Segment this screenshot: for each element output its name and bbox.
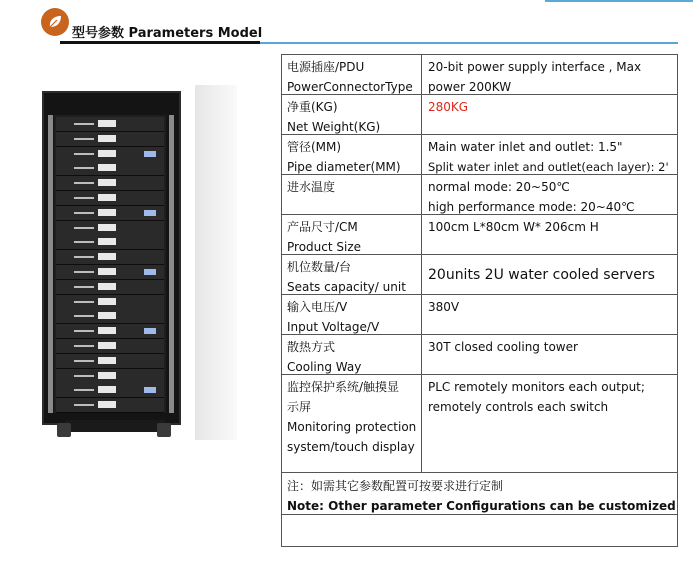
value-text: 30T closed cooling tower: [428, 340, 578, 354]
label-cn: 示屏: [287, 400, 312, 414]
server-unit: [56, 265, 164, 280]
page-title: 型号参数 Parameters Model: [72, 26, 263, 41]
value-text: normal mode: 20~50℃: [428, 180, 570, 194]
cabinet-foot: [57, 423, 71, 437]
server-unit: [56, 339, 164, 354]
label-en: Seats capacity/ unit: [287, 280, 406, 294]
value-text: high performance mode: 20~40℃: [428, 200, 635, 214]
top-accent-line: [545, 0, 693, 2]
table-row: [282, 215, 677, 255]
label-cn: 散热方式: [287, 340, 336, 354]
label-cn: 机位数量/台: [287, 260, 352, 274]
table-row: [282, 175, 677, 215]
cabinet-body: [42, 91, 181, 425]
server-unit: [56, 295, 164, 310]
server-unit: [56, 324, 164, 339]
note-row: [282, 473, 677, 515]
server-unit: [56, 132, 164, 147]
table-row: [282, 255, 677, 295]
server-unit: [56, 176, 164, 191]
server-unit: [56, 354, 164, 369]
table-row: [282, 335, 677, 375]
cabinet-foot: [157, 423, 171, 437]
label-en: Product Size: [287, 240, 362, 254]
value-text: Main water inlet and outlet: 1.5": [428, 140, 623, 154]
label-en: Cooling Way: [287, 360, 362, 374]
cabinet-base: [65, 420, 165, 432]
server-unit: [56, 117, 164, 132]
gear-leaf-icon: [41, 8, 69, 36]
label-en: Net Weight(KG): [287, 120, 381, 134]
server-unit: [56, 147, 164, 162]
label-en: Pipe diameter(MM): [287, 160, 401, 174]
label-cn: 监控保护系统/触摸显: [287, 380, 400, 394]
value-text: 380V: [428, 300, 460, 314]
server-unit: [56, 309, 164, 324]
label-en: Input Voltage/V: [287, 320, 380, 334]
value-text: PLC remotely monitors each output;: [428, 380, 645, 394]
value-text: 20units 2U water cooled servers: [428, 267, 655, 283]
server-unit: [56, 369, 164, 384]
title-rule: [260, 42, 678, 44]
label-cn: 输入电压/V: [287, 300, 348, 314]
title-underline: [60, 41, 260, 44]
table-row: [282, 375, 677, 473]
server-unit: [56, 280, 164, 295]
value-text: Split water inlet and outlet(each layer): 2': [428, 160, 669, 174]
label-cn: 管径(MM): [287, 140, 342, 154]
server-unit: [56, 250, 164, 265]
note-en: Note: Other parameter Configurations can be customized: [287, 499, 676, 513]
server-unit: [56, 221, 164, 236]
label-cn: 进水温度: [287, 180, 336, 194]
table-row: [282, 95, 677, 135]
label-cn: 产品尺寸/CM: [287, 220, 358, 234]
table-row: [282, 295, 677, 335]
value-text: 20-bit power supply interface , Max: [428, 60, 642, 74]
server-unit: [56, 398, 164, 413]
server-cabinet-image: [35, 80, 240, 450]
label-en: system/touch display: [287, 440, 415, 454]
value-text: 100cm L*80cm W* 206cm H: [428, 220, 599, 234]
server-unit: [56, 206, 164, 221]
server-unit: [56, 191, 164, 206]
server-unit: [56, 383, 164, 398]
spec-table: [281, 54, 678, 547]
label-en: Monitoring protection: [287, 420, 417, 434]
note-cn: 注：如需其它参数配置可按要求进行定制: [287, 479, 504, 493]
label-cn: 电源插座/PDU: [287, 60, 365, 74]
label-cn: 净重(KG): [287, 100, 338, 114]
label-en: PowerConnectorType: [287, 80, 413, 94]
value-text: 280KG: [428, 100, 469, 114]
table-row: [282, 55, 677, 95]
value-text: remotely controls each switch: [428, 400, 609, 414]
empty-row: [282, 515, 677, 546]
server-unit: [56, 235, 164, 250]
table-row: [282, 135, 677, 175]
server-unit: [56, 161, 164, 176]
value-text: power 200KW: [428, 80, 512, 94]
